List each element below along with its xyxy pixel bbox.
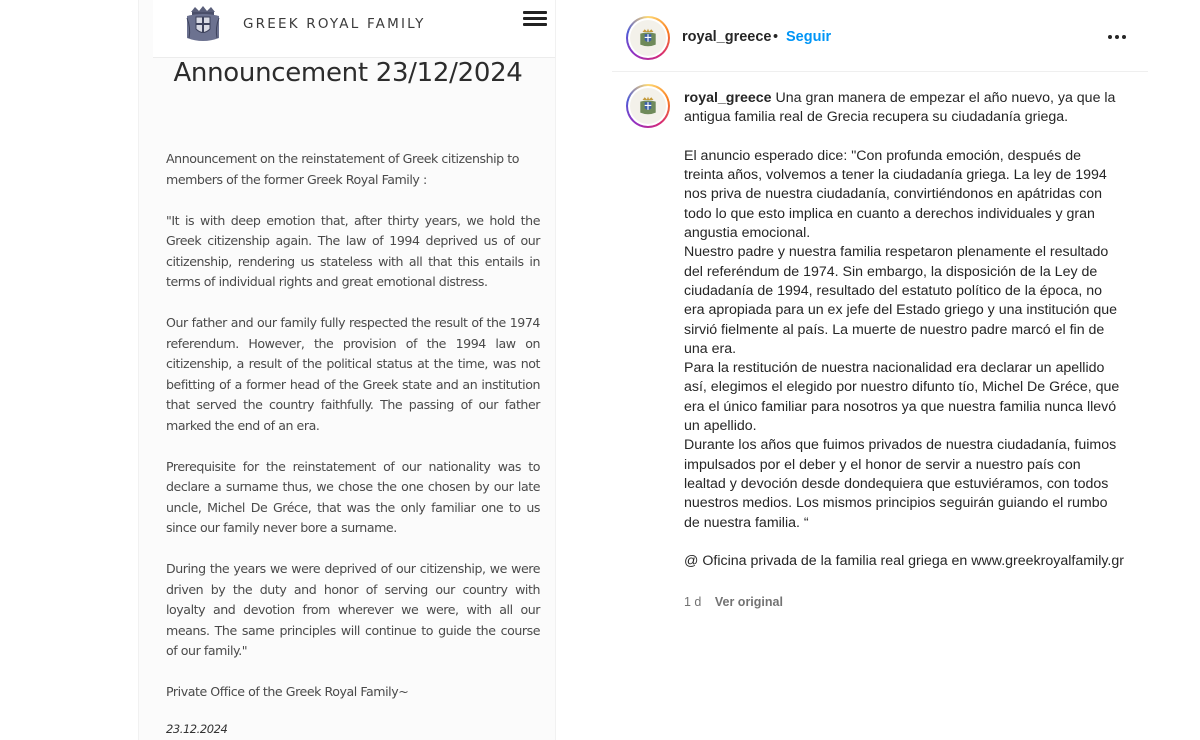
hamburger-menu-icon[interactable] xyxy=(523,11,547,29)
separator-dot: • xyxy=(773,29,779,45)
site-brand[interactable]: GREEK ROYAL FAMILY xyxy=(243,16,426,32)
post-timestamp[interactable]: 1 d xyxy=(684,595,702,609)
royal-crest-icon xyxy=(183,4,223,44)
royal-crest-icon xyxy=(637,95,659,117)
instagram-post xyxy=(612,0,1148,740)
announcement-signature: Private Office of the Greek Royal Family~ xyxy=(166,684,409,699)
caption-username[interactable]: royal_greece xyxy=(684,90,772,106)
caption-paragraph: Durante los años que fuimos privados de nuestra ciudadanía, fuimos impulsados por el deber y el honor de servir a nuestro país con lealtad y devoción desde dondequiera que estuviéramos, con todos nuestros medios. Los mismos principios seguirán guiando el rumbo de nuestra familia. “ xyxy=(684,437,1117,531)
follow-button[interactable]: Seguir xyxy=(786,29,832,45)
announcement-page xyxy=(138,0,556,740)
caption-text: Una gran manera de empezar el año nuevo, ya que la antigua familia real de Grecia recupera su ciudadanía griega. xyxy=(684,90,1116,126)
announcement-title: Announcement 23/12/2024 xyxy=(173,58,523,88)
site-header xyxy=(153,0,556,58)
announcement-date: 23.12.2024 xyxy=(166,721,228,736)
caption-first xyxy=(684,89,1124,128)
announcement-paragraph: Announcement on the reinstatement of Greek citizenship to members of the former Greek Royal Family : xyxy=(166,151,520,187)
announcement-paragraph: During the years we were deprived of our citizenship, we were driven by the duty and honor of serving our country with loyalty and devotion from wherever we were, with all our means. The same principles will continue to guide the course of our family." xyxy=(166,561,540,658)
post-caption xyxy=(684,89,1124,571)
royal-crest-icon xyxy=(637,27,659,49)
post-username[interactable]: royal_greece xyxy=(682,29,772,45)
caption-paragraph: Nuestro padre y nuestra familia respetaron plenamente el resultado del referéndum de 1974. Sin embargo, la disposición de la Ley de ciudadanía de 1994, resultado del estatuto político de la época, no era apropiada para un ex jefe del Estado griego y una institución que sirvió fielmente al país. La muerte de nuestro padre marcó el fin de una era. xyxy=(684,244,1118,357)
see-original-button[interactable]: Ver original xyxy=(714,595,783,609)
avatar[interactable] xyxy=(626,16,670,60)
announcement-paragraph: "It is with deep emotion that, after thirty years, we hold the Greek citizenship again. The law of 1994 deprived us of our citizenship, rendering us stateless with all that this entails in terms of individual rights and great emotional distress. xyxy=(166,212,540,289)
caption-paragraph: Para la restitución de nuestra nacionalidad era declarar un apellido así, elegimos el elegido por nuestro difunto tío, Michel De Gréce, que era el único familiar para nosotros ya que nuestra familia nunca llevó un apellido. xyxy=(684,360,1120,435)
caption-credit: @ Oficina privada de la familia real griega en www.greekroyalfamily.gr xyxy=(684,553,1124,570)
announcement-body xyxy=(166,149,540,739)
post-meta xyxy=(684,595,783,609)
post-header xyxy=(612,0,1148,72)
more-options-icon[interactable] xyxy=(1104,26,1130,46)
caption-paragraph: El anuncio esperado dice: "Con profunda emoción, después de treinta años, volvemos a tener la ciudadanía griega. La ley de 1994 nos priva de nuestra ciudadanía, convirtiéndonos en apátridas con todo lo que esto implica en cuanto a derechos individuales y gran angustia emocional. xyxy=(684,147,1107,242)
caption-avatar[interactable] xyxy=(626,84,670,128)
announcement-paragraph: Prerequisite for the reinstatement of our nationality was to declare a surname thus, we chose the one chosen by our late uncle, Michel De Gréce, that was the only familiar one to us since our family never bore a surname. xyxy=(166,458,540,535)
announcement-paragraph: Our father and our family fully respected the result of the 1974 referendum. However, the provision of the 1994 law on citizenship, a result of the political status at the time, was not befitting of a former head of the Greek state and an institution that served the country faithfully. The passing of our father marked the end of an era. xyxy=(166,315,540,433)
